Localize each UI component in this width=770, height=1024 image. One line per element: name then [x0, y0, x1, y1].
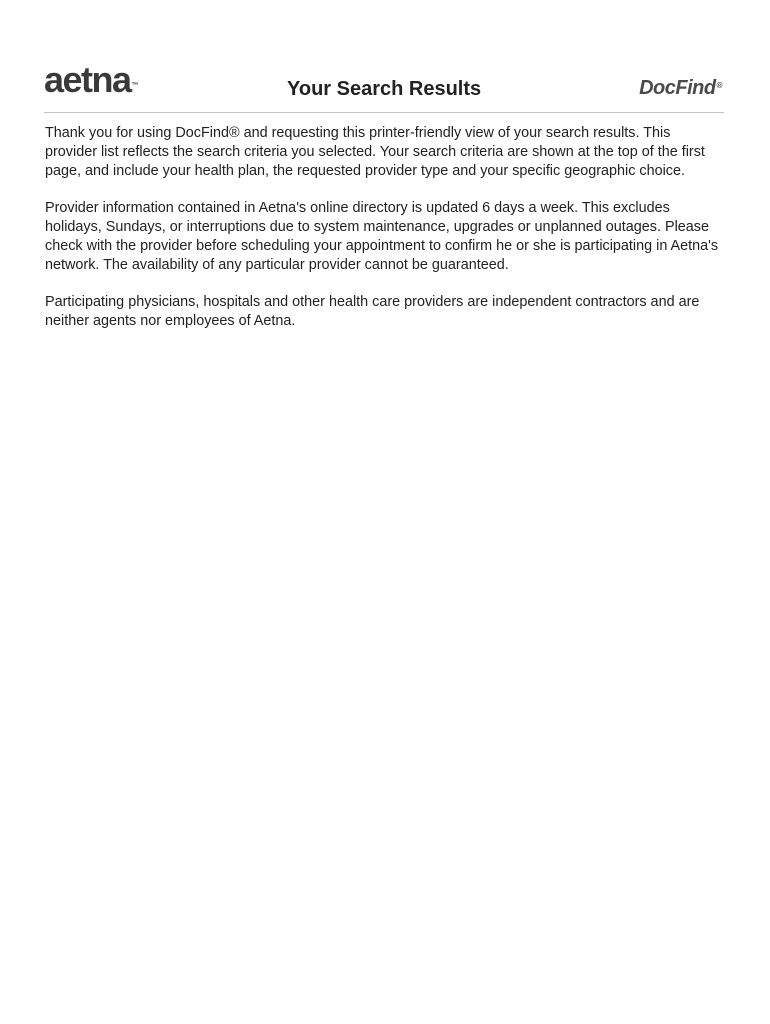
intro-paragraph-independent-contractors: Participating physicians, hospitals and other health care providers are independent contractors and are neither agents nor employees of Aetna. — [45, 294, 700, 329]
page-header — [44, 59, 724, 112]
docfind-logo-registered: ® — [716, 81, 722, 90]
docfind-logo — [639, 76, 722, 100]
docfind-logo-text: DocFind — [639, 77, 716, 99]
intro-text — [45, 124, 721, 349]
page-title: Your Search Results — [287, 78, 482, 100]
intro-paragraph-directory-updates: Provider information contained in Aetna's online directory is updated 6 days a week. This excludes holidays, Sundays, or interruptions due to system maintenance, upgrades or unplanned outages. Please check with the provider before scheduling your appointment to confirm he or she is participating in Aetna's network. The availability of any particular provider cannot be guaranteed. — [45, 200, 719, 273]
header-divider — [44, 112, 724, 113]
aetna-logo — [44, 59, 139, 100]
aetna-logo-trademark: ™ — [131, 82, 139, 89]
aetna-logo-text: aetna — [44, 59, 131, 100]
intro-paragraph-thank-you: Thank you for using DocFind® and requesting this printer-friendly view of your search results. This provider list reflects the search criteria you selected. Your search criteria are shown at the top of the first page, and include your health plan, the requested provider type and your specific geographic choice. — [45, 125, 705, 179]
